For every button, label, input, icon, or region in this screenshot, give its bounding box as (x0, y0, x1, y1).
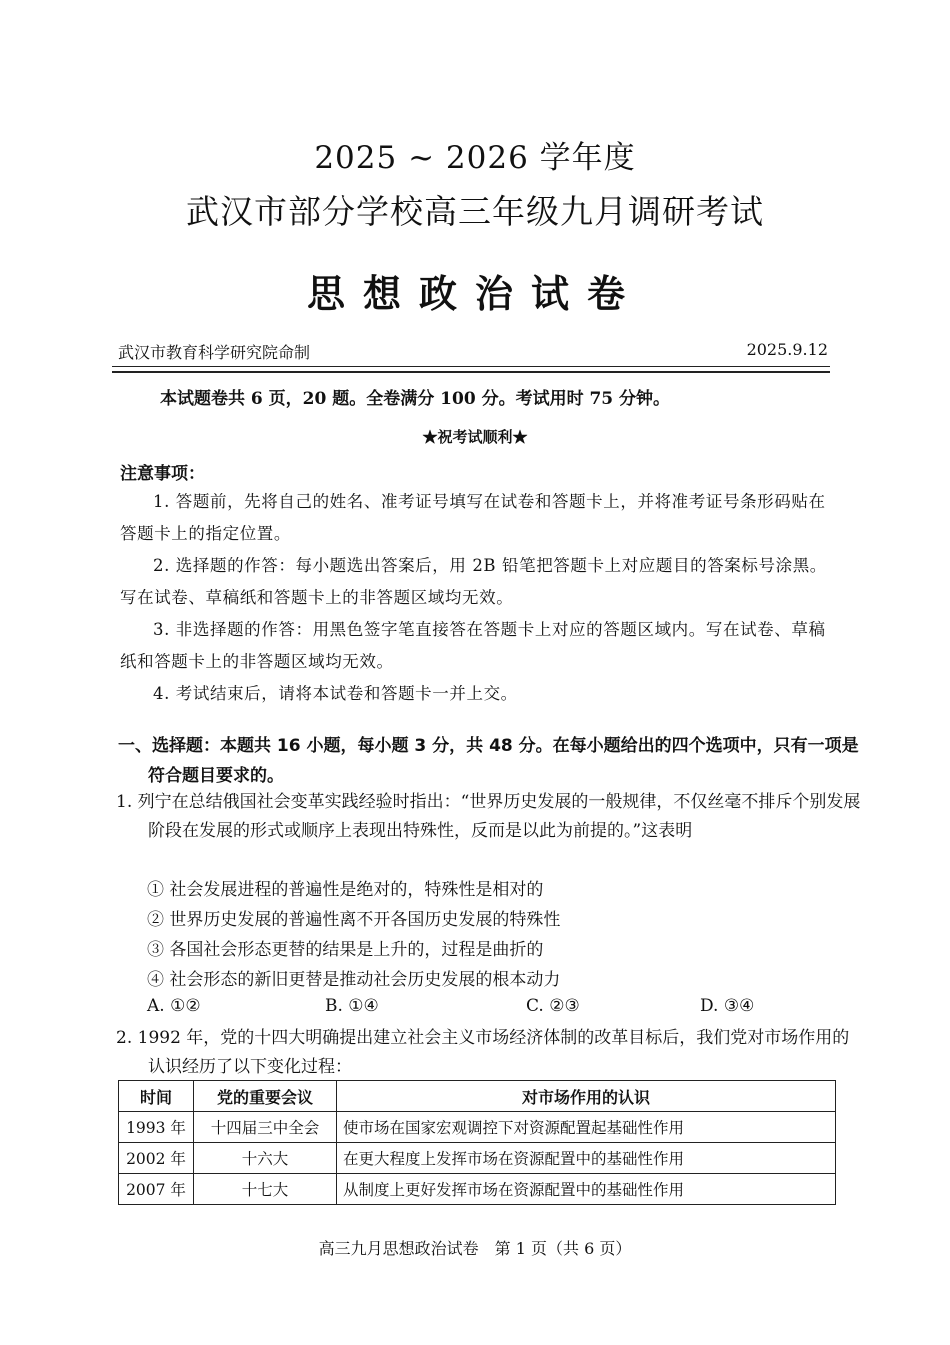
table-cell: 在更大程度上发挥市场在资源配置中的基础性作用 (337, 1143, 836, 1174)
note-item-1: 1. 答题前，先将自己的姓名、准考证号填写在试卷和答题卡上，并将准考证号条形码贴在答题卡上的指定位置。 (120, 492, 826, 543)
question-2-stem: 2. 1992 年，党的十四大明确提出建立社会主义市场经济体制的改革目标后，我们党对市场作用的认识经历了以下变化过程： (116, 1028, 850, 1077)
q1-choice-b: B. ①④ (325, 996, 379, 1016)
q1-option-3: ③ 各国社会形态更替的结果是上升的，过程是曲折的 (147, 940, 544, 960)
table-cell: 2007 年 (119, 1174, 194, 1205)
table-cell: 十六大 (194, 1143, 337, 1174)
question-1-stem: 1. 列宁在总结俄国社会变革实践经验时指出：“世界历史发展的一般规律，不仅丝毫不排斥个别发展阶段在发展的形式或顺序上表现出特殊性，反而是以此为前提的。”这表明 (116, 792, 861, 841)
table-row (119, 1112, 836, 1143)
exam-date: 2025.9.12 (746, 340, 828, 359)
table-row (119, 1174, 836, 1205)
notes-heading: 注意事项： (120, 464, 205, 484)
table-header: 对市场作用的认识 (337, 1081, 836, 1112)
table-cell: 十七大 (194, 1174, 337, 1205)
q1-option-2: ② 世界历史发展的普遍性离不开各国历史发展的特殊性 (147, 910, 561, 930)
table-header: 时间 (119, 1081, 194, 1112)
good-luck-line: ★祝考试顺利★ (422, 428, 528, 446)
table-cell: 使市场在国家宏观调控下对资源配置起基础性作用 (337, 1112, 836, 1143)
exam-intro: 本试题卷共 6 页，20 题。全卷满分 100 分。考试用时 75 分钟。 (160, 389, 671, 409)
q1-choice-d: D. ③④ (700, 996, 755, 1016)
note-item-3: 3. 非选择题的作答：用黑色签字笔直接答在答题卡上对应的答题区域内。写在试卷、草稿纸和答题卡上的非答题区域均无效。 (120, 620, 826, 671)
page-footer: 高三九月思想政治试卷 第 1 页（共 6 页） (318, 1239, 632, 1258)
divider-thick (112, 371, 830, 373)
note-item-4: 4. 考试结束后，请将本试卷和答题卡一并上交。 (153, 684, 518, 703)
table-cell: 十四届三中全会 (194, 1112, 337, 1143)
q1-choice-c: C. ②③ (526, 996, 580, 1016)
table-header: 党的重要会议 (194, 1081, 337, 1112)
academic-year: 2025 ~ 2026 学年度 (314, 140, 636, 176)
subject-title: 思想政治试卷 (306, 272, 643, 316)
q1-option-4: ④ 社会形态的新旧更替是推动社会历史发展的根本动力 (147, 970, 561, 990)
divider-thin (112, 366, 830, 367)
table-header-row (119, 1081, 836, 1112)
table-cell: 从制度上更好发挥市场在资源配置中的基础性作用 (337, 1174, 836, 1205)
q1-choice-a: A. ①② (147, 996, 201, 1016)
exam-title: 武汉市部分学校高三年级九月调研考试 (186, 192, 764, 231)
table-cell: 2002 年 (119, 1143, 194, 1174)
q1-option-1: ① 社会发展进程的普遍性是绝对的，特殊性是相对的 (147, 880, 544, 900)
section-heading: 一、选择题：本题共 16 小题，每小题 3 分，共 48 分。在每小题给出的四个选项中，只有一项是符合题目要求的。 (118, 736, 859, 786)
table-cell: 1993 年 (119, 1112, 194, 1143)
table-row (119, 1143, 836, 1174)
market-role-table (118, 1080, 836, 1205)
note-item-2: 2. 选择题的作答：每小题选出答案后，用 2B 铅笔把答题卡上对应题目的答案标号涂黑。写在试卷、草稿纸和答题卡上的非答题区域均无效。 (120, 556, 827, 607)
publisher: 武汉市教育科学研究院命制 (118, 343, 311, 362)
